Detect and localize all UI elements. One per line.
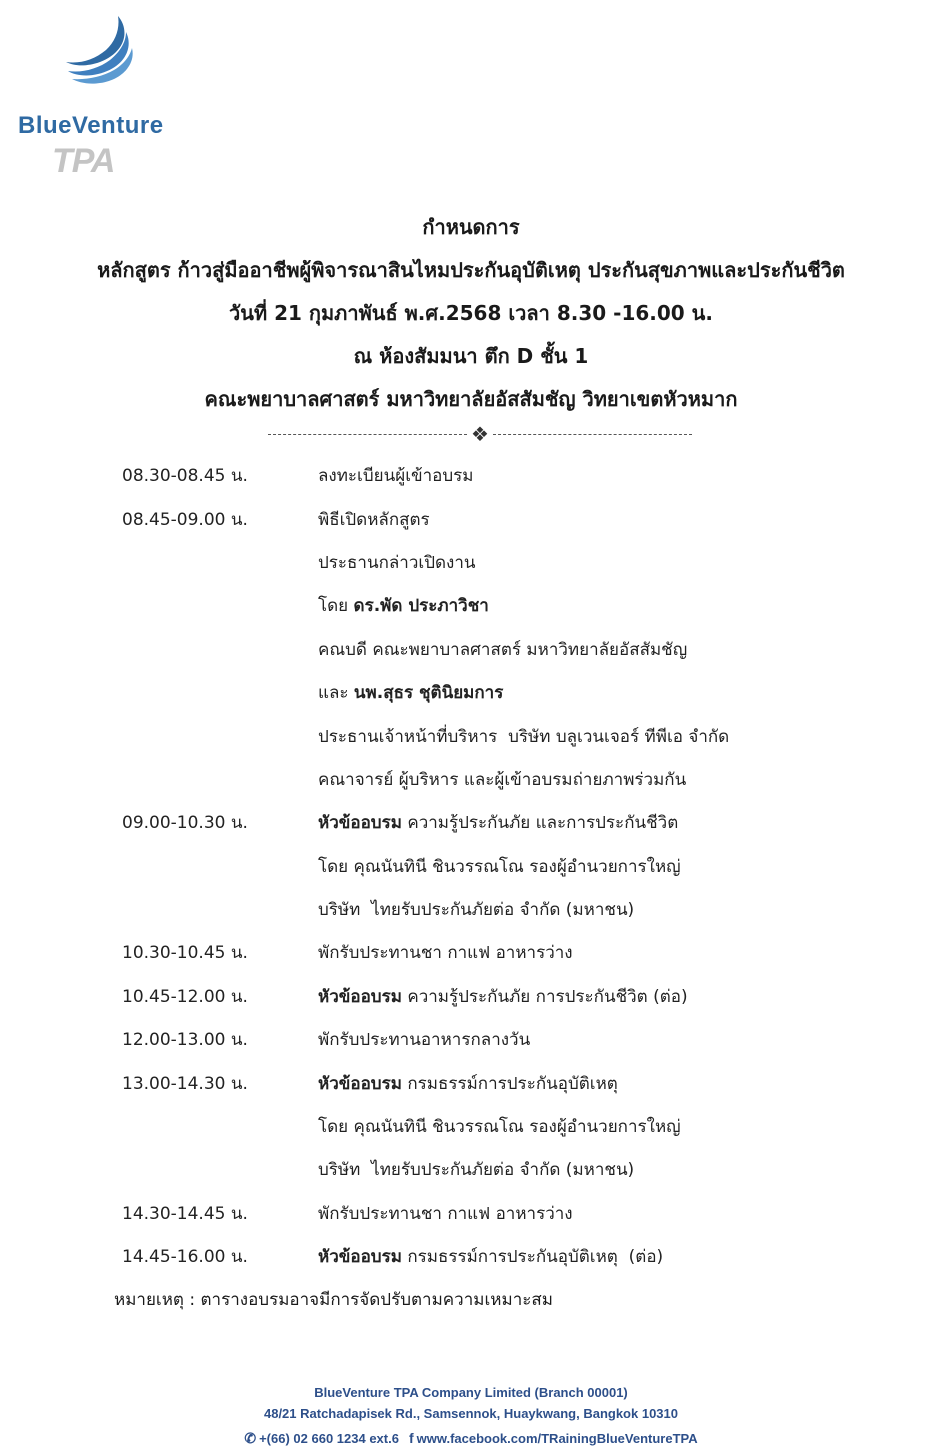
- schedule-time: 10.45-12.00 น.: [122, 986, 248, 1007]
- schedule-time: 12.00-13.00 น.: [122, 1030, 248, 1051]
- schedule-description: [318, 1243, 663, 1270]
- schedule-text: ลงทะเบียนผู้เข้าอบรม: [318, 466, 474, 487]
- schedule-description: [318, 1200, 573, 1227]
- wave-logo-icon: [60, 10, 140, 90]
- schedule-row: [122, 888, 842, 931]
- schedule-description: [318, 1113, 681, 1140]
- schedule-row: [122, 1192, 842, 1235]
- schedule-text: บริษัท ไทยรับประกันภัยต่อ จำกัด (มหาชน): [318, 1160, 635, 1181]
- schedule-description: [318, 549, 476, 576]
- schedule-description: [318, 939, 573, 966]
- event-faculty: คณะพยาบาลศาสตร์ มหาวิทยาลัยอัสสัมชัญ วิทยาเขตหัวหมาก: [204, 387, 738, 411]
- schedule-row: [122, 1105, 842, 1148]
- brand-name: BlueVenture: [18, 112, 164, 139]
- schedule-time: 09.00-10.30 น.: [122, 813, 248, 834]
- footer-facebook-link[interactable]: www.facebook.com/TRainingBlueVentureTPA: [416, 1431, 698, 1446]
- footer-contacts: [0, 1424, 942, 1453]
- company-logo: [18, 8, 178, 178]
- schedule-row: [122, 975, 842, 1018]
- schedule-description: [318, 1156, 634, 1183]
- schedule-text: กรมธรรม์การประกันอุบัติเหตุ: [401, 1073, 618, 1094]
- schedule-note: หมายเหตุ : ตารางอบรมอาจมีการจัดปรับตามความเหมาะสม: [114, 1290, 553, 1310]
- schedule-text: พิธีเปิดหลักสูตร: [318, 509, 430, 530]
- schedule-text: ความรู้ประกันภัย การประกันชีวิต (ต่อ): [401, 986, 688, 1007]
- schedule-text: ประธานกล่าวเปิดงาน: [318, 552, 476, 573]
- schedule-time: 10.30-10.45 น.: [122, 943, 248, 964]
- schedule-bold-text: หัวข้ออบรม: [318, 1247, 402, 1268]
- footer-phone: +(66) 02 660 1234 ext.6: [259, 1431, 399, 1446]
- schedule-row: [122, 497, 842, 540]
- footer-address: 48/21 Ratchadapisek Rd., Samsennok, Huaykwang, Bangkok 10310: [263, 1406, 678, 1421]
- phone-icon: ✆: [244, 1430, 257, 1446]
- schedule-row: [122, 714, 842, 757]
- schedule-description: [318, 462, 474, 489]
- schedule-row: [122, 1148, 842, 1191]
- schedule-row: [122, 1235, 842, 1278]
- schedule-row: [122, 845, 842, 888]
- schedule-text: กรมธรรม์การประกันอุบัติเหตุ (ต่อ): [401, 1247, 664, 1268]
- schedule-time: 13.00-14.30 น.: [122, 1073, 248, 1094]
- schedule-description: [318, 766, 686, 793]
- schedule-text: ความรู้ประกันภัย และการประกันชีวิต: [401, 813, 679, 834]
- schedule-text: พักรับประทานอาหารกลางวัน: [318, 1030, 531, 1051]
- schedule-time: 14.30-14.45 น.: [122, 1203, 248, 1224]
- schedule-prefix: และ: [318, 683, 354, 704]
- diamond-ornament-icon: ❖: [471, 422, 489, 446]
- footer: [0, 1382, 942, 1453]
- schedule-text: พักรับประทานชา กาแฟ อาหารว่าง: [318, 1203, 573, 1224]
- schedule-row: [122, 1018, 842, 1061]
- schedule-description: [318, 1026, 530, 1053]
- schedule-prefix: โดย: [318, 596, 354, 617]
- brand-sub-name: TPA: [52, 142, 115, 180]
- event-venue: ณ ห้องสัมมนา ตึก D ชั้น 1: [353, 344, 589, 368]
- schedule-text: บริษัท ไทยรับประกันภัยต่อ จำกัด (มหาชน): [318, 900, 635, 921]
- course-name: หลักสูตร ก้าวสู่มืออาชีพผู้พิจารณาสินไหมประกันอุบัติเหตุ ประกันสุขภาพและประกันชีวิต: [97, 258, 845, 282]
- schedule-description: [318, 592, 489, 619]
- schedule-header: [0, 206, 942, 421]
- schedule-time: 08.45-09.00 น.: [122, 509, 248, 530]
- schedule-text: โดย คุณนันทินี ชินวรรณโณ รองผู้อำนวยการใหญ่: [318, 1117, 681, 1138]
- footer-company: BlueVenture TPA Company Limited (Branch 00001): [314, 1385, 628, 1400]
- schedule-time: 14.45-16.00 น.: [122, 1247, 248, 1268]
- schedule-time: 08.30-08.45 น.: [122, 466, 248, 487]
- schedule-row: [122, 671, 842, 714]
- schedule-text: ประธานเจ้าหน้าที่บริหาร บริษัท บลูเวนเจอร์ ทีพีเอ จำกัด: [318, 726, 730, 747]
- document-title: กำหนดการ: [422, 215, 520, 239]
- schedule-bold-text: หัวข้ออบรม: [318, 813, 402, 834]
- schedule-description: [318, 983, 688, 1010]
- schedule-row: [122, 801, 842, 844]
- schedule-bold-text: หัวข้ออบรม: [318, 1073, 402, 1094]
- schedule-description: [318, 506, 430, 533]
- schedule-row: [122, 541, 842, 584]
- schedule-bold-text: หัวข้ออบรม: [318, 986, 402, 1007]
- schedule-description: [318, 679, 503, 706]
- schedule-text: คณาจารย์ ผู้บริหาร และผู้เข้าอบรมถ่ายภาพร่วมกัน: [318, 769, 687, 790]
- schedule-text: พักรับประทานชา กาแฟ อาหารว่าง: [318, 943, 573, 964]
- schedule-description: [318, 723, 729, 750]
- schedule-row: [122, 758, 842, 801]
- event-date-time: วันที่ 21 กุมภาพันธ์ พ.ศ.2568 เวลา 8.30 -16.00 น.: [229, 301, 713, 325]
- schedule-bold-text: ดร.พัด ประภาวิชา: [353, 596, 489, 617]
- schedule-row: [122, 584, 842, 627]
- facebook-icon: f: [408, 1430, 414, 1446]
- schedule-row: [122, 628, 842, 671]
- schedule-row: [122, 931, 842, 974]
- footer-facebook-group[interactable]: [409, 1424, 698, 1453]
- schedule-description: [318, 1070, 618, 1097]
- section-divider: [268, 424, 692, 444]
- schedule-table: [122, 454, 842, 1278]
- schedule-row: [122, 1061, 842, 1104]
- schedule-description: [318, 896, 634, 923]
- schedule-description: [318, 809, 678, 836]
- schedule-description: [318, 853, 681, 880]
- schedule-row: [122, 454, 842, 497]
- schedule-text: โดย คุณนันทินี ชินวรรณโณ รองผู้อำนวยการใหญ่: [318, 856, 681, 877]
- footer-phone-group: [244, 1424, 399, 1453]
- schedule-bold-text: นพ.สุธร ชุตินิยมการ: [353, 683, 504, 704]
- schedule-text: คณบดี คณะพยาบาลศาสตร์ มหาวิทยาลัยอัสสัมชัญ: [318, 639, 688, 660]
- schedule-description: [318, 636, 687, 663]
